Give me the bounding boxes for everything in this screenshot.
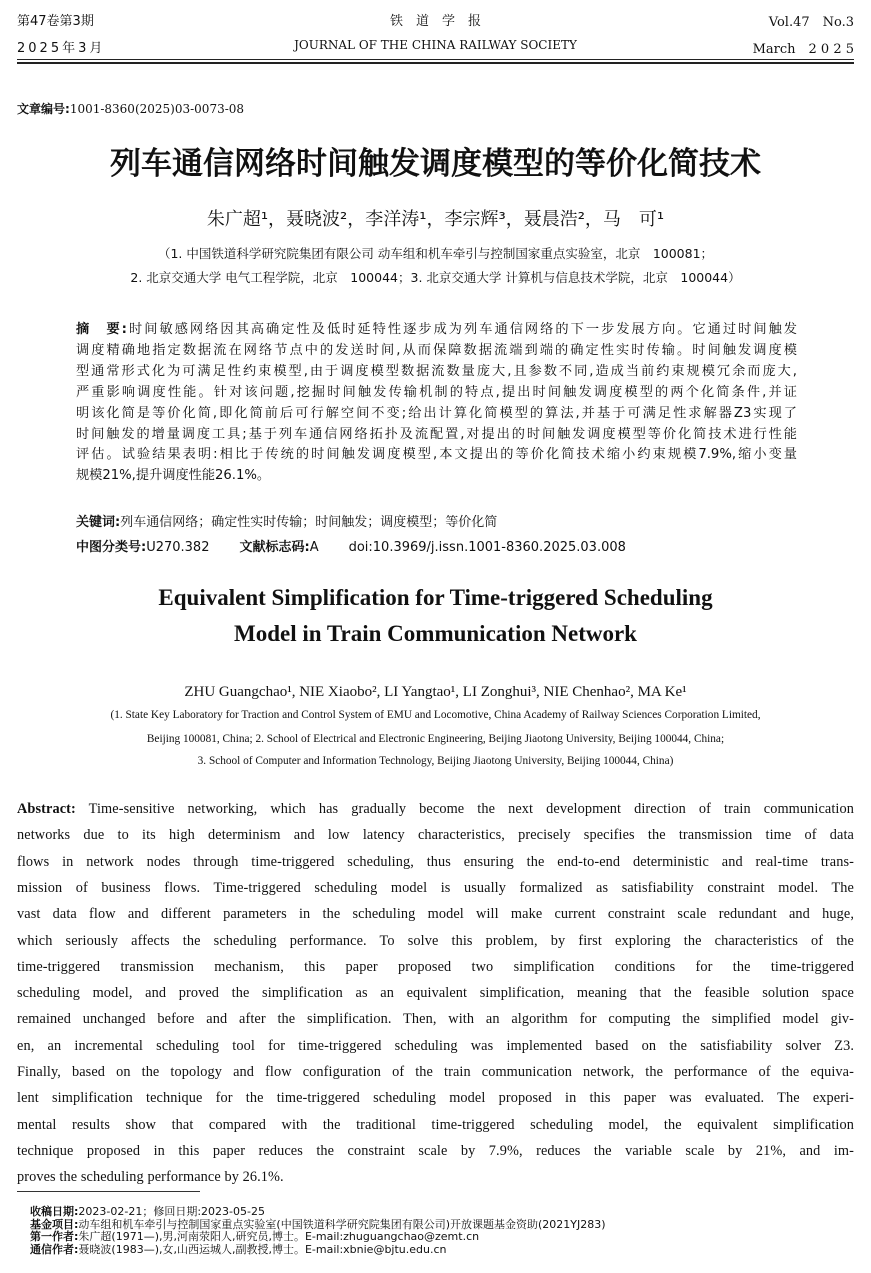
abstract-en-line [17,1038,854,1055]
affiliation-cn-1: （1. 中国铁道科学研究院集团有限公司 动车组和机车牵引与控制国家重点实验室，北京 100081； [157,246,714,261]
abstract-en-line [17,854,854,871]
abstract-cn-label: 摘 要: [76,322,127,337]
abstract-cn-line [76,318,797,337]
abstract-en-line [17,959,854,976]
abstract-en-text: proves the scheduling performance by 26.1%. [17,1169,284,1186]
footnote-value: 2023-02-21；修回日期:2023-05-25 [78,1205,265,1218]
abstract-en-text: scheduling model, and proved the simplification as an equivalent simplification, meaning that the feasible solution space [17,985,854,1002]
keywords-value: 列车通信网络；确定性实时传输；时间触发；调度模型；等价化简 [120,515,498,530]
abstract-en-text: remained unchanged before and after the simplification. Then, with an algorithm for computing the simplified model giv- [17,1011,854,1028]
footnote-label: 基金项目: [30,1217,79,1231]
title-en-line-2: Model in Train Communication Network [234,621,637,646]
abstract-cn-text: 时间敏感网络因其高确定性及低时延特性逐步成为列车通信网络的下一步发展方向。它通过时间触发 [126,322,797,337]
abstract-en-line [17,985,854,1002]
affiliation-cn-2: 2. 北京交通大学 电气工程学院，北京 100044；3. 北京交通大学 计算机与信息技术学院，北京 100044） [130,270,741,285]
abstract-cn-line [76,402,797,421]
title-en-line-1: Equivalent Simplification for Time-triggered Scheduling [158,585,713,610]
footnote-value: 聂晓波(1983—),女,山西运城人,副教授,博士。E-mail:xbnie@bjtu.edu.cn [78,1242,447,1256]
abstract-en-line [17,801,854,818]
abstract-en-line [17,827,854,844]
affiliation-en-2: Beijing 100081, China; 2. School of Electrical and Electronic Engineering, Beijing Jiaotong University, Beijing 100044, China; [146,733,725,745]
abstract-en-text: which seriously affects the scheduling performance. To solve this problem, by first exploring the characteristics of the [17,932,854,949]
affiliation-en-1: (1. State Key Laboratory for Traction and Control System of EMU and Locomotive, China Academy of Railway Sciences Corporation Limited, [110,709,761,721]
abstract-cn-line [76,339,797,358]
abstract-en-text: vast data flow and different parameters in the scheduling model will make current constraint scale redundant and huge, [17,906,854,923]
footnote [30,1241,447,1257]
doi[interactable]: doi:10.3969/j.issn.1001-8360.2025.03.008 [348,540,626,555]
classification-line [76,536,626,555]
abstract-en-text: flows in network nodes through time-triggered scheduling, thus ensuring the end-to-end deterministic and real-time trans- [17,853,854,870]
abstract-cn-line [76,360,797,379]
abstract-cn-line [76,423,797,442]
volume-cn: 第47卷第3期 [17,14,94,29]
doc-code-label: 文献标志码: [239,540,310,555]
abstract-en-line [17,906,854,923]
abstract-en-line [17,1064,854,1081]
article-number-label: 文章编号: [17,102,70,116]
journal-en: JOURNAL OF THE CHINA RAILWAY SOCIETY [294,38,577,52]
footnote-rule [17,1191,200,1192]
abstract-en-line [17,1011,854,1028]
footnote-label: 通信作者: [30,1242,79,1256]
title-cn: 列车通信网络时间触发调度模型的等价化简技术 [110,146,761,182]
abstract-en-label: Abstract: [17,801,76,817]
abstract-en-text: Finally, based on the topology and flow configuration of the train communication network, the performance of the equiva- [17,1064,854,1080]
abstract-cn-line [76,464,797,483]
abstract-en-line [17,1143,854,1160]
affiliation-en-3: 3. School of Computer and Information Technology, Beijing Jiaotong University, Beijing 100044, China) [197,755,674,767]
header-rule [17,59,854,60]
abstract-cn-text: 明该化简是等价化简,即化简前后可行解空间不变;给出计算化简模型的算法,并基于可满足性求解器Z3实现了 [76,405,797,421]
abstract-cn-line [76,381,797,400]
footnote-label: 第一作者: [30,1230,79,1243]
footnote-value: 朱广超(1971—),男,河南荥阳人,研究员,博士。E-mail:zhuguangchao@zemt.cn [78,1230,480,1243]
footnote-label: 收稿日期: [30,1205,79,1218]
doc-code-value: A [309,540,319,555]
date-en: March 2 0 2 5 [752,42,854,57]
abstract-cn-text: 时间触发的增量调度工具;基于列车通信网络拓扑及流配置,对提出的时间触发调度模型等价化简技术进行性能 [76,426,797,442]
abstract-en-text: Time-sensitive networking, which has gradually become the next development direction of train communication [88,801,854,817]
abstract-en-line [17,933,854,950]
abstract-en-line [17,1169,854,1186]
abstract-en-line [17,1117,854,1134]
abstract-en-text: lent simplification technique for the time-triggered scheduling model proposed in this paper was evaluated. The experi- [17,1090,854,1107]
abstract-en-text: technique proposed in this paper reduces the constraint scale by 7.9%, reduces the variable scale by 21%, and im- [17,1142,854,1159]
clc-value: U270.382 [146,540,210,555]
abstract-cn-text: 调度精确地指定数据流在网络节点中的发送时间,从而保障数据流端到端的确定性实时传输。时间触发调度模 [76,342,797,358]
abstract-cn-text: 规模21%,提升调度性能26.1%。 [76,468,271,484]
abstract-en-text: networks due to its high determinism and low latency characteristics, precisely specifies the transmission time of data [17,827,854,844]
article-number-value: 1001-8360(2025)03-0073-08 [69,102,245,116]
authors-cn: 朱广超¹，聂晓波²，李洋涛¹，李宗辉³，聂晨浩²，马 可¹ [206,209,665,230]
abstract-en-line [17,1090,854,1107]
keywords-label: 关键词: [76,515,121,530]
clc-label: 中图分类号: [76,540,147,555]
abstract-en-text: mental results show that compared with the traditional time-triggered scheduling model, the equivalent simplification [17,1116,854,1133]
journal-cn: 铁 道 学 报 [389,14,481,29]
abstract-en-text: en, an incremental scheduling tool for time-triggered scheduling was implemented based on the satisfiability solver Z3. [17,1037,854,1054]
volume-en: Vol.47 No.3 [768,15,854,30]
abstract-en-line [17,880,854,897]
abstract-cn-text: 严重影响调度性能。针对该问题,挖掘时间触发传输机制的特点,提出时间触发调度模型的两个化简条件,并证 [76,384,797,400]
abstract-en-text: time-triggered transmission mechanism, this paper proposed two simplification conditions for the time-triggered [17,958,854,975]
abstract-en-text: mission of business flows. Time-triggered scheduling model is usually formalized as satisfiability constraint model. The [17,879,854,896]
abstract-cn-text: 评估。试验结果表明:相比于传统的时间触发调度模型,本文提出的等价化简技术缩小约束规模7.9%,缩小变量 [76,447,797,463]
header-rule-thick [17,62,854,64]
abstract-cn-line [76,443,797,462]
authors-en: ZHU Guangchao¹, NIE Xiaobo², LI Yangtao¹, LI Zonghui³, NIE Chenhao², MA Ke¹ [184,684,687,700]
abstract-cn-text: 型通常形式化为可满足性约束模型,由于调度模型数据流数量庞大,且参数不同,造成当前约束规模冗余而庞大, [76,363,797,379]
footnote-value: 动车组和机车牵引与控制国家重点实验室(中国铁道科学研究院集团有限公司)开放课题基金资助(2021YJ283) [78,1217,606,1231]
keywords-cn [76,511,497,530]
date-cn: 2025年3月 [17,41,106,56]
article-number [17,100,244,117]
